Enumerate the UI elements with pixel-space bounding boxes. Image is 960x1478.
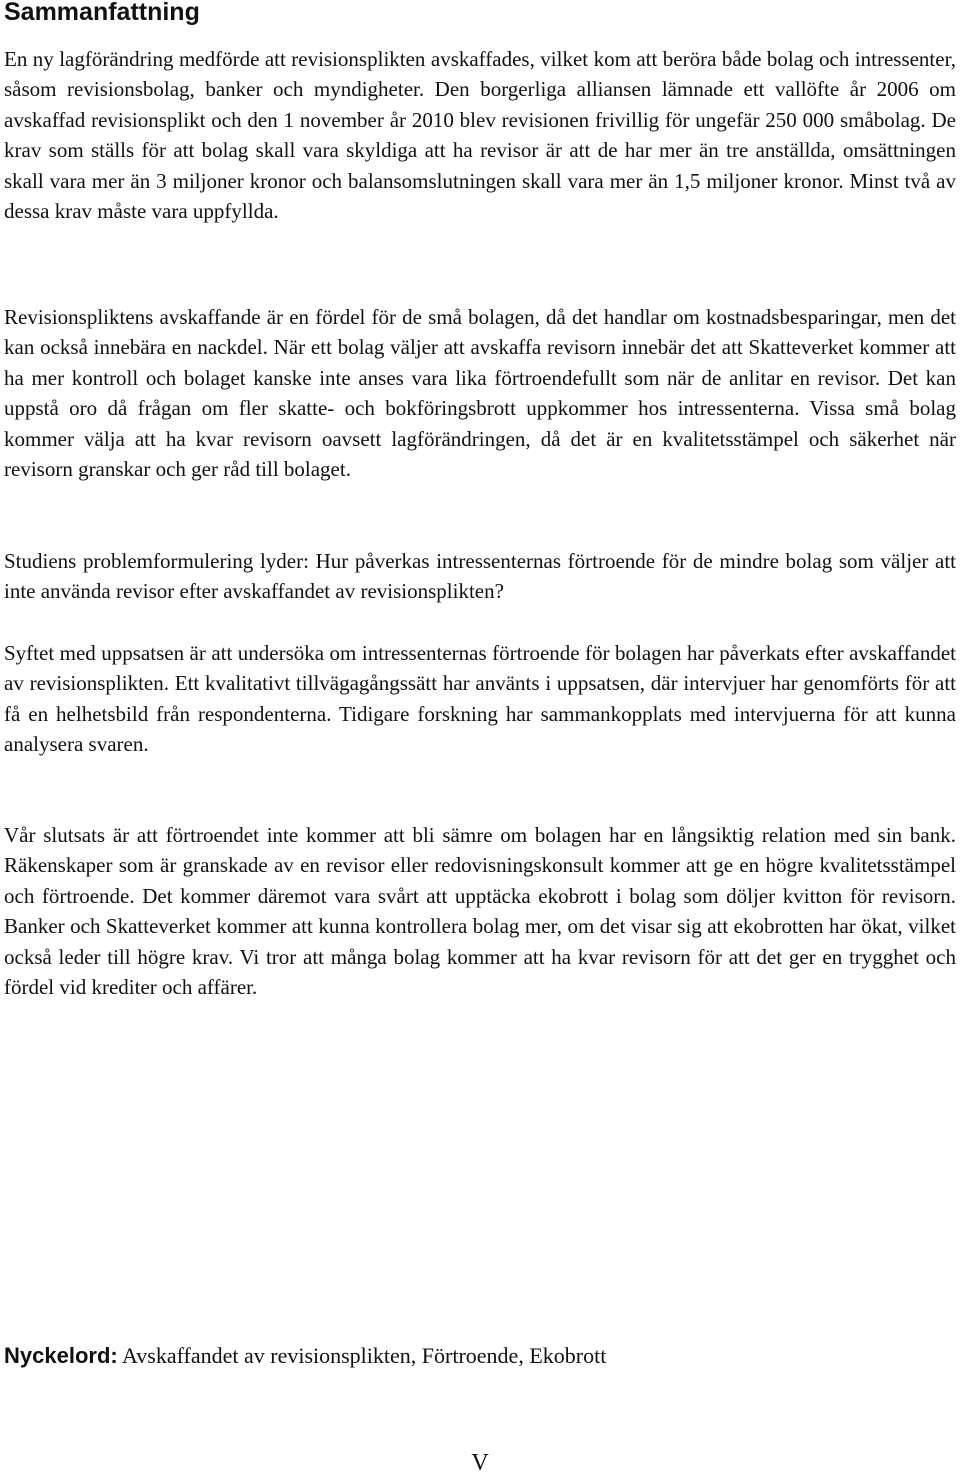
summary-paragraph-2: Revisionspliktens avskaffande är en fördel för de små bolagen, då det handlar om kostnadsbesparingar, men det kan också innebära en nackdel. När ett bolag väljer att avskaffa revisorn innebär det att Skatteverket kommer att ha mer kontroll och bolaget kanske inte anses vara lika förtroendefullt som när de anlitar en revisor. Det kan uppstå oro då frågan om fler skatte- och bokföringsbrott uppkommer hos intressenterna. Vissa små bolag kommer välja att ha kvar revisorn oavsett lagförändringen, då det är en kvalitetsstämpel och säkerhet när revisorn granskar och ger råd till bolaget. [4, 305, 956, 482]
keywords-label: Nyckelord: [4, 1343, 118, 1368]
conclusion-paragraph: Vår slutsats är att förtroendet inte kommer att bli sämre om bolagen har en långsiktig relation med sin bank. Räkenskaper som är granskade av en revisor eller redovisningskonsult kommer att ge en högre kvalitetsstämpel och förtroende. Det kommer däremot vara svårt att upptäcka ekobrott i bolag som döljer kvitton för revisorn. Banker och Skatteverket kommer att kunna kontrollera bolag mer, om det visar sig att ekobrotten har ökat, vilket också leder till högre krav. Vi tror att många bolag kommer att ha kvar revisorn för att det ger en trygghet och fördel vid krediter och affärer. [4, 823, 956, 1000]
keywords-line [4, 1340, 606, 1372]
purpose-paragraph: Syftet med uppsatsen är att undersöka om intressenternas förtroende för bolagen har påverkats efter avskaffandet av revisionsplikten. Ett kvalitativt tillvägagångssätt har använts i uppsatsen, där intervjuer har genomförts för att få en helhetsbild från respondenterna. Tidigare forskning har sammankopplats med intervjuerna för att kunna analysera svaren. [4, 641, 956, 757]
section-heading: Sammanfattning [4, 0, 200, 26]
page-number: V [471, 1450, 489, 1476]
keywords-text: Avskaffandet av revisionsplikten, Förtroende, Ekobrott [117, 1343, 607, 1368]
summary-paragraph-1: En ny lagförändring medförde att revisionsplikten avskaffades, vilket kom att beröra både bolag och intressenter, såsom revisionsbolag, banker och myndigheter. Den borgerliga alliansen lämnade ett vallöfte år 2006 om avskaffad revisionsplikt och den 1 november år 2010 blev revisionen frivillig för ungefär 250 000 småbolag. De krav som ställs för att bolag skall vara skyldiga att ha revisor är att de har mer än tre anställda, omsättningen skall vara mer än 3 miljoner kronor och balansomslutningen skall vara mer än 1,5 miljoner kronor. Minst två av dessa krav måste vara uppfyllda. [4, 47, 956, 224]
problem-statement-paragraph: Studiens problemformulering lyder: Hur påverkas intressenternas förtroende för de mindre bolag som väljer att inte använda revisor efter avskaffandet av revisionsplikten? [4, 549, 956, 604]
